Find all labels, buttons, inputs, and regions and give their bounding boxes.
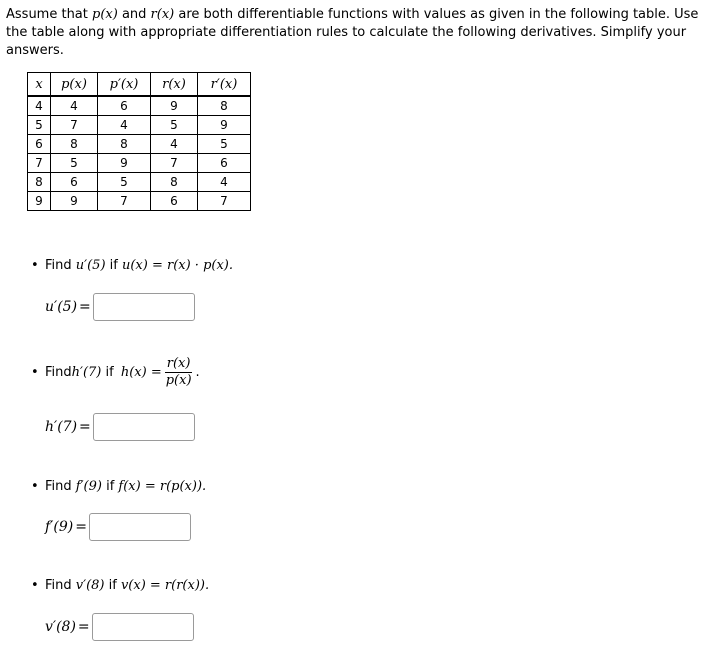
bullet-icon: •: [31, 365, 39, 380]
header-p: p(x): [51, 73, 98, 97]
question-v: • Find v′(8) if v(x) = r(r(x)).: [31, 578, 210, 593]
fraction: $\frac{r(x)}{p(x)}$: [165, 356, 192, 388]
table-row: 6 8 8 4 5: [28, 135, 251, 154]
answer-input-v[interactable]: [92, 613, 194, 641]
answer-input-h[interactable]: [93, 413, 195, 441]
answer-label-v: v′(8): [45, 619, 76, 635]
question-u: • Find u′(5) if u(x) = r(x) · p(x).: [31, 258, 234, 273]
bullet-icon: •: [31, 578, 39, 593]
p-function: p(x): [92, 7, 118, 22]
answer-label-h: h′(7): [45, 419, 78, 435]
header-r-prime: r′(x): [198, 73, 251, 97]
table-row: 4 4 6 9 8: [28, 96, 251, 116]
table-row: 9 9 7 6 7: [28, 192, 251, 211]
values-table: [27, 72, 251, 211]
table-row: 5 7 4 5 9: [28, 116, 251, 135]
header-p-prime: p′(x): [98, 73, 151, 97]
question-f: • Find f′(9) if f(x) = r(p(x)).: [31, 479, 207, 494]
question-h: • Find h′(7) if h(x) = $\frac{r(x)}{p(x)}$ .: [31, 356, 200, 388]
header-x: x: [28, 73, 51, 97]
answer-label-f: f′(9): [45, 519, 74, 535]
answer-input-u[interactable]: [93, 293, 195, 321]
table-row: 8 6 5 8 4: [28, 173, 251, 192]
table-header-row: [28, 73, 251, 97]
table-row: 7 5 9 7 6: [28, 154, 251, 173]
answer-row-h: h′(7) =: [45, 413, 195, 441]
answer-label-u: u′(5): [45, 299, 78, 315]
answer-row-u: u′(5) =: [45, 293, 195, 321]
answer-row-f: f′(9) =: [45, 513, 191, 541]
answer-input-f[interactable]: [89, 513, 191, 541]
bullet-icon: •: [31, 479, 39, 494]
header-r: r(x): [151, 73, 198, 97]
answer-row-v: v′(8) =: [45, 613, 194, 641]
problem-statement: Assume that p(x) and r(x) are both differentiable functions with values as given in the following table. Use the table along with appropriate differentiation rules to calculate the following derivatives. Simplify your answers.: [6, 7, 699, 58]
r-function: r(x): [150, 7, 175, 22]
bullet-icon: •: [31, 258, 39, 273]
